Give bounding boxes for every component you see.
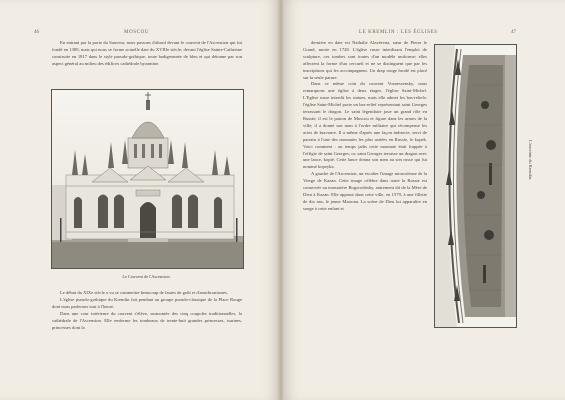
paragraph: En entrant par la porte du Sauveur, nous passons d'abord devant le couvent de l'Ascension qui fut fondé en 1389, mais qui nous se forme actuelle date du XVIIIe siècle; devant l'église Sainte-Catherine construite en 1817 dans le style pseudo-gothique, toute badigeonnée de bleu et qui détonne par son aspect général au milieu des édifices cathédrale byzantine. <box>52 40 242 66</box>
figure-caption: Le Couvent de l'Ascension. <box>122 274 171 279</box>
paragraph: L'église pseudo-gothique du Kremlin fait pendant au groupe pseudo-classique de la Place Rouge dont nous parlerons tout à l'heure. <box>52 296 242 309</box>
paragraph: Le début du XIXe siècle a vu se commettre beaucoup de fautes de goût et d'anachronismes. <box>60 290 228 295</box>
bottom-text <box>52 290 242 331</box>
kremlin-engraving <box>435 45 516 327</box>
top-text <box>52 40 242 68</box>
side-caption: L'enceinte du Kremlin. <box>528 140 533 181</box>
kremlin-enclosure-illustration <box>434 44 517 328</box>
page-number: 46 <box>34 30 39 35</box>
running-head: MOSCOU <box>124 30 149 35</box>
paragraph: Dans ce même coin du couvent Voznessensky, nous remarquons une église à deux étages, l'église Saint-Michel. L'Eglise russe interdit les statues, mais elle admet les bas-reliefs: l'église Saint-Michel porte un bas-relief représentant saint Georges terrassant le dragon. Le saint légendaire joue un grand rôle en Russie; il est le patron de Moscou et figure dans les armes de la ville; il a donné son nom à l'ordre militaire qui récompense les actes de bravoure. Il a même d'après une façon indirecte, servi de parrain à l'une des monnaies les plus usitées en Russie, le kopek. Voici comment : au temps jadis cette monnaie était frappée à l'effigie de saint Georges; or, saint Georges terrasse un dragon avec une lance, kopié. Cette lance donna son nom au son russe qui fut nommé kopeyka. <box>303 81 427 170</box>
page-number: 47 <box>511 30 516 35</box>
paragraph: dernière en date est Nathalie Alexéevna, sœur de Pierre le Grand, morte en 1728. L'église russe interdisant l'emploi de sculpture, ces tombes sont toutes d'un modèle uniforme; elles affectent la forme d'un cercueil et ne se distinguent que par les inscriptions qui les accompagnent. Un drap rouge brodé est placé sur la seule parure. <box>303 40 427 80</box>
right-page <box>283 0 565 400</box>
paragraph: Dans une cour intérieure du couvent s'élève, surmontée des cinq coupoles traditionnelles, la cathédrale de l'Ascension. Elle renferme les tombeaux de trente-huit grandes princesses, tsarines, princesses dont la <box>52 310 242 330</box>
left-page <box>0 0 279 400</box>
paragraph: A gauche de l'Ascension, un escalier l'image miraculeuse de la Vierge de Kazan. Cette image célèbre dans toute la Russie est conservée au monastère Bogoroditsky, autrement dit de la Mère de Dieu à Kazan. Elle apparut dans cette ville, en 1579, à une fillette de dix ans, le jeune Matrona. La scène de Dieu lui apparaître en songe à cette enfant et <box>303 171 427 211</box>
running-head: LE KREMLIN : LES ÉGLISES <box>359 30 438 35</box>
convent-engraving <box>52 90 243 268</box>
convent-illustration <box>51 89 244 269</box>
body-text <box>303 40 427 213</box>
